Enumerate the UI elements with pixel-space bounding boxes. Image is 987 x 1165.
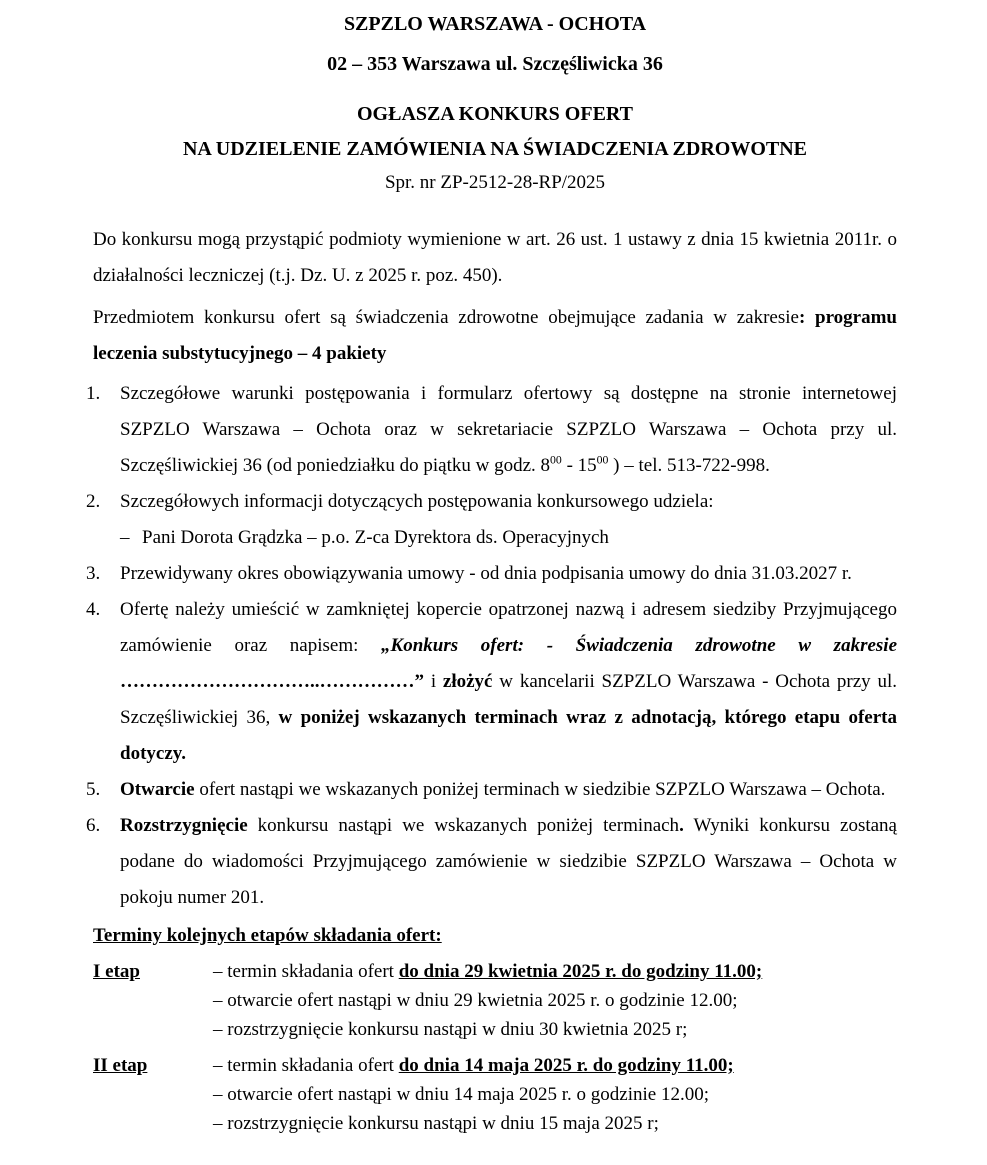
list-item-1 xyxy=(86,376,897,484)
list-item-3-body xyxy=(120,556,897,592)
stage-2-label-cell xyxy=(93,1051,213,1138)
intro-paragraph-subject: Przedmiotem konkursu ofert są świadczenia zdrowotne obejmujące zadania w zakresie: programu leczenia substytucyjnego – 4 pakiety xyxy=(93,307,898,364)
list-item-1-text: Szczegółowe warunki postępowania i formularz ofertowy są dostępne na stronie internetowej SZPZLO Warszawa – Ochota oraz w sekretariacie SZPZLO Warszawa – Ochota przy ul. Szczęśliwickiej 36 (od poniedziałku do piątku w godz. $8^{00} - 15^{00}$ ) – tel. 513-722-998. xyxy=(120,383,897,476)
list-item-6-text: Rozstrzygnięcie konkursu nastąpi we wskazanych poniżej terminach. Wyniki konkursu zostaną podane do wiadomości Przyjmującego zamówienie w siedzibie SZPZLO Warszawa – Ochota w pokoju numer 201. xyxy=(120,815,897,908)
list-number-5: 5. xyxy=(86,779,101,800)
list-number-2: 2. xyxy=(86,491,101,512)
list-item-2-text: Szczegółowych informacji dotyczących postępowania konkursowego udziela: xyxy=(120,491,714,512)
stage-1-details xyxy=(213,957,897,1044)
list-item-6-body xyxy=(120,808,897,916)
stage-1-resolution-date: – rozstrzygnięcie konkursu nastąpi w dniu 30 kwietnia 2025 r; xyxy=(213,1019,688,1040)
stage-2-opening-date: – otwarcie ofert nastąpi w dniu 14 maja 2025 r. o godzinie 12.00; xyxy=(213,1084,709,1105)
case-number: Spr. nr ZP-2512-28-RP/2025 xyxy=(384,172,606,193)
list-number-6: 6. xyxy=(86,815,101,836)
announcement-title: OGŁASZA KONKURS OFERT xyxy=(356,103,633,125)
list-number-3: 3. xyxy=(86,563,101,584)
org-name: SZPZLO WARSZAWA - OCHOTA xyxy=(343,13,647,35)
list-item-5-text: Otwarcie ofert nastąpi we wskazanych poniżej terminach w siedzibie SZPZLO Warszawa – Ochota. xyxy=(120,779,886,800)
stage-1-label: I etap xyxy=(93,961,140,982)
list-item-3-text: Przewidywany okres obowiązywania umowy - od dnia podpisania umowy do dnia 31.03.2027 r. xyxy=(120,563,852,584)
list-item-5-body xyxy=(120,772,897,808)
deadlines-section-heading: Terminy kolejnych etapów składania ofert: xyxy=(93,925,442,946)
list-item-1-body xyxy=(120,376,897,484)
list-item-2-contact-person: – Pani Dorota Grądzka – p.o. Z-ca Dyrektora ds. Operacyjnych xyxy=(120,527,609,548)
list-item-5 xyxy=(86,772,897,808)
org-address: 02 – 353 Warszawa ul. Szczęśliwicka 36 xyxy=(327,53,663,75)
list-item-4-text: Ofertę należy umieścić w zamkniętej kopercie opatrzonej nazwą i adresem siedziby Przyjmującego zamówienie oraz napisem: „Konkurs ofert: - Świadczenia zdrowotne w zakresie …………………………..……………” i złożyć w kancelarii SZPZLO Warszawa - Ochota przy ul. Szczęśliwickiej 36, w poniżej wskazanych terminach wraz z adnotacją, którego etapu oferta dotyczy. xyxy=(120,599,897,764)
announcement-subtitle: NA UDZIELENIE ZAMÓWIENIA NA ŚWIADCZENIA ZDROWOTNE xyxy=(182,138,807,160)
list-item-3 xyxy=(86,556,897,592)
list-item-2 xyxy=(86,484,897,556)
stage-2-submission-deadline: – termin składania ofert do dnia 14 maja 2025 r. do godziny 11.00; xyxy=(213,1055,734,1076)
stage-2-details xyxy=(213,1051,897,1138)
intro-paragraph-eligibility: Do konkursu mogą przystąpić podmioty wymienione w art. 26 ust. 1 ustawy z dnia 15 kwietnia 2011r. o działalności leczniczej (t.j. Dz. U. z 2025 r. poz. 450). xyxy=(93,229,897,286)
stage-2-resolution-date: – rozstrzygnięcie konkursu nastąpi w dniu 15 maja 2025 r; xyxy=(213,1113,659,1134)
stage-1-label-cell xyxy=(93,957,213,1044)
conditions-list xyxy=(86,376,897,916)
stage-2-label: II etap xyxy=(93,1055,148,1076)
list-item-2-body xyxy=(120,484,897,556)
list-item-4 xyxy=(86,592,897,772)
list-number-4: 4. xyxy=(86,599,101,620)
stage-1-submission-deadline: – termin składania ofert do dnia 29 kwietnia 2025 r. do godziny 11.00; xyxy=(213,961,763,982)
stage-1-row xyxy=(93,957,897,1044)
list-number-1: 1. xyxy=(86,383,101,404)
deadlines-section-heading-row xyxy=(93,924,897,948)
stage-1-opening-date: – otwarcie ofert nastąpi w dniu 29 kwietnia 2025 r. o godzinie 12.00; xyxy=(213,990,738,1011)
stage-2-row xyxy=(93,1051,897,1138)
list-item-6 xyxy=(86,808,897,916)
list-item-4-body xyxy=(120,592,897,772)
